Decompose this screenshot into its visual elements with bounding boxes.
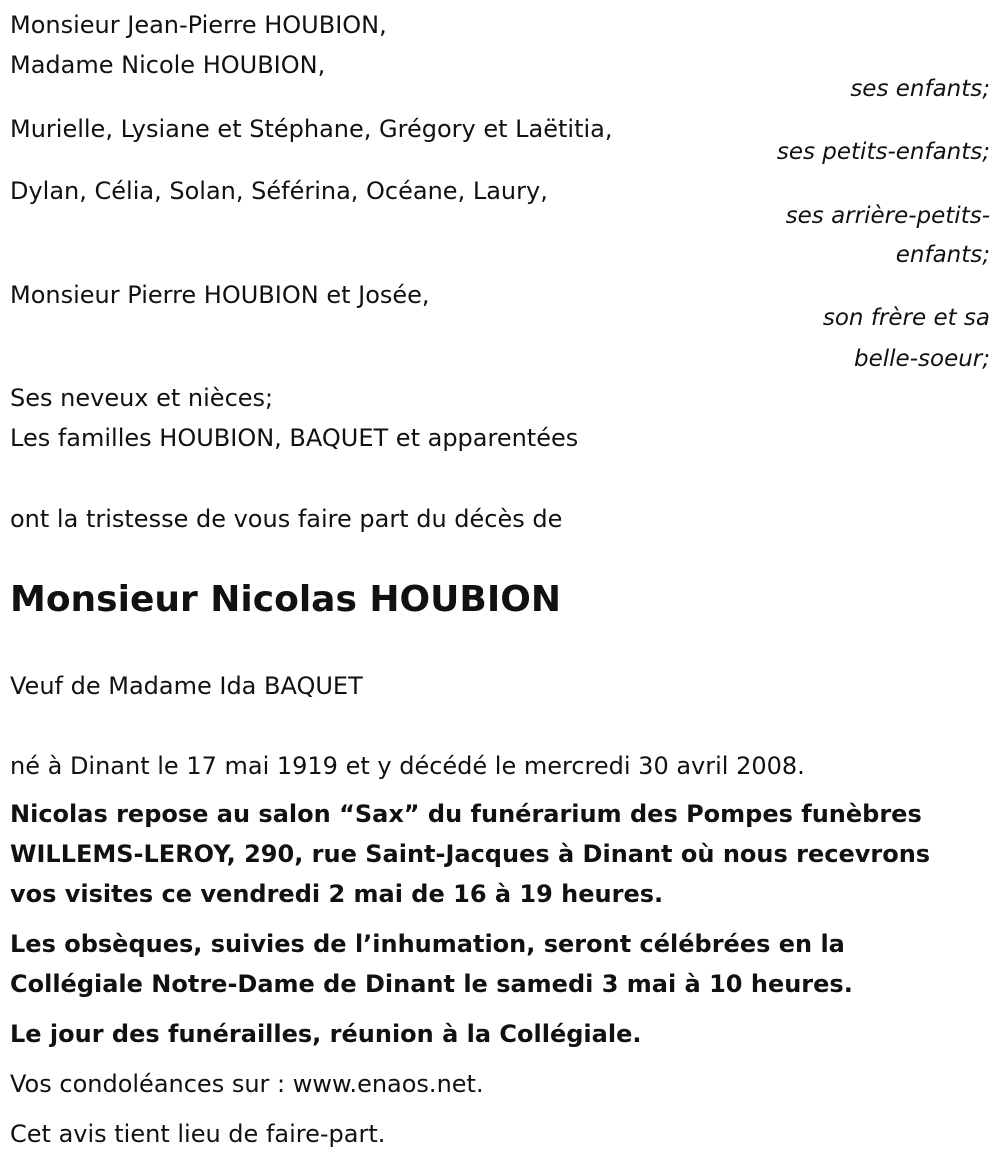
family-nephews: Ses neveux et nièces; [10, 384, 274, 412]
visitation-line-1: Nicolas repose au salon “Sax” du funérarium des Pompes funèbres [10, 800, 922, 828]
relation-great-grandchildren-line-1: ses arrière-petits- [785, 203, 990, 229]
family-grandchildren: Murielle, Lysiane et Stéphane, Grégory et Laëtitia, [10, 115, 613, 143]
deceased-name: Monsieur Nicolas HOUBION [10, 579, 561, 620]
family-brother: Monsieur Pierre HOUBION et Josée, [10, 281, 430, 309]
relation-great-grandchildren-line-2: enfants; [895, 242, 990, 268]
family-child-1: Monsieur Jean-Pierre HOUBION, [10, 11, 387, 39]
family-great-grandchildren: Dylan, Célia, Solan, Séférina, Océane, Laury, [10, 177, 548, 205]
relation-brother-line-1: son frère et sa [822, 305, 990, 331]
relation-children: ses enfants; [850, 76, 990, 102]
meeting-line: Le jour des funérailles, réunion à la Collégiale. [10, 1020, 642, 1048]
relation-grandchildren: ses petits-enfants; [776, 139, 990, 165]
funeral-line-1: Les obsèques, suivies de l’inhumation, seront célébrées en la [10, 930, 845, 958]
condolences-line: Vos condoléances sur : www.enaos.net. [10, 1070, 484, 1098]
funeral-line-2: Collégiale Notre-Dame de Dinant le samedi 3 mai à 10 heures. [10, 970, 853, 998]
relation-brother-line-2: belle-soeur; [854, 346, 990, 372]
visitation-line-3: vos visites ce vendredi 2 mai de 16 à 19 heures. [10, 880, 664, 908]
birth-death-line: né à Dinant le 17 mai 1919 et y décédé le mercredi 30 avril 2008. [10, 752, 805, 780]
family-others: Les familles HOUBION, BAQUET et apparentées [10, 424, 579, 452]
family-child-2: Madame Nicole HOUBION, [10, 51, 326, 79]
announcement-text: ont la tristesse de vous faire part du décès de [10, 505, 563, 533]
widower-line: Veuf de Madame Ida BAQUET [10, 672, 363, 700]
notice-line: Cet avis tient lieu de faire-part. [10, 1120, 386, 1148]
visitation-line-2: WILLEMS-LEROY, 290, rue Saint-Jacques à Dinant où nous recevrons [10, 840, 931, 868]
